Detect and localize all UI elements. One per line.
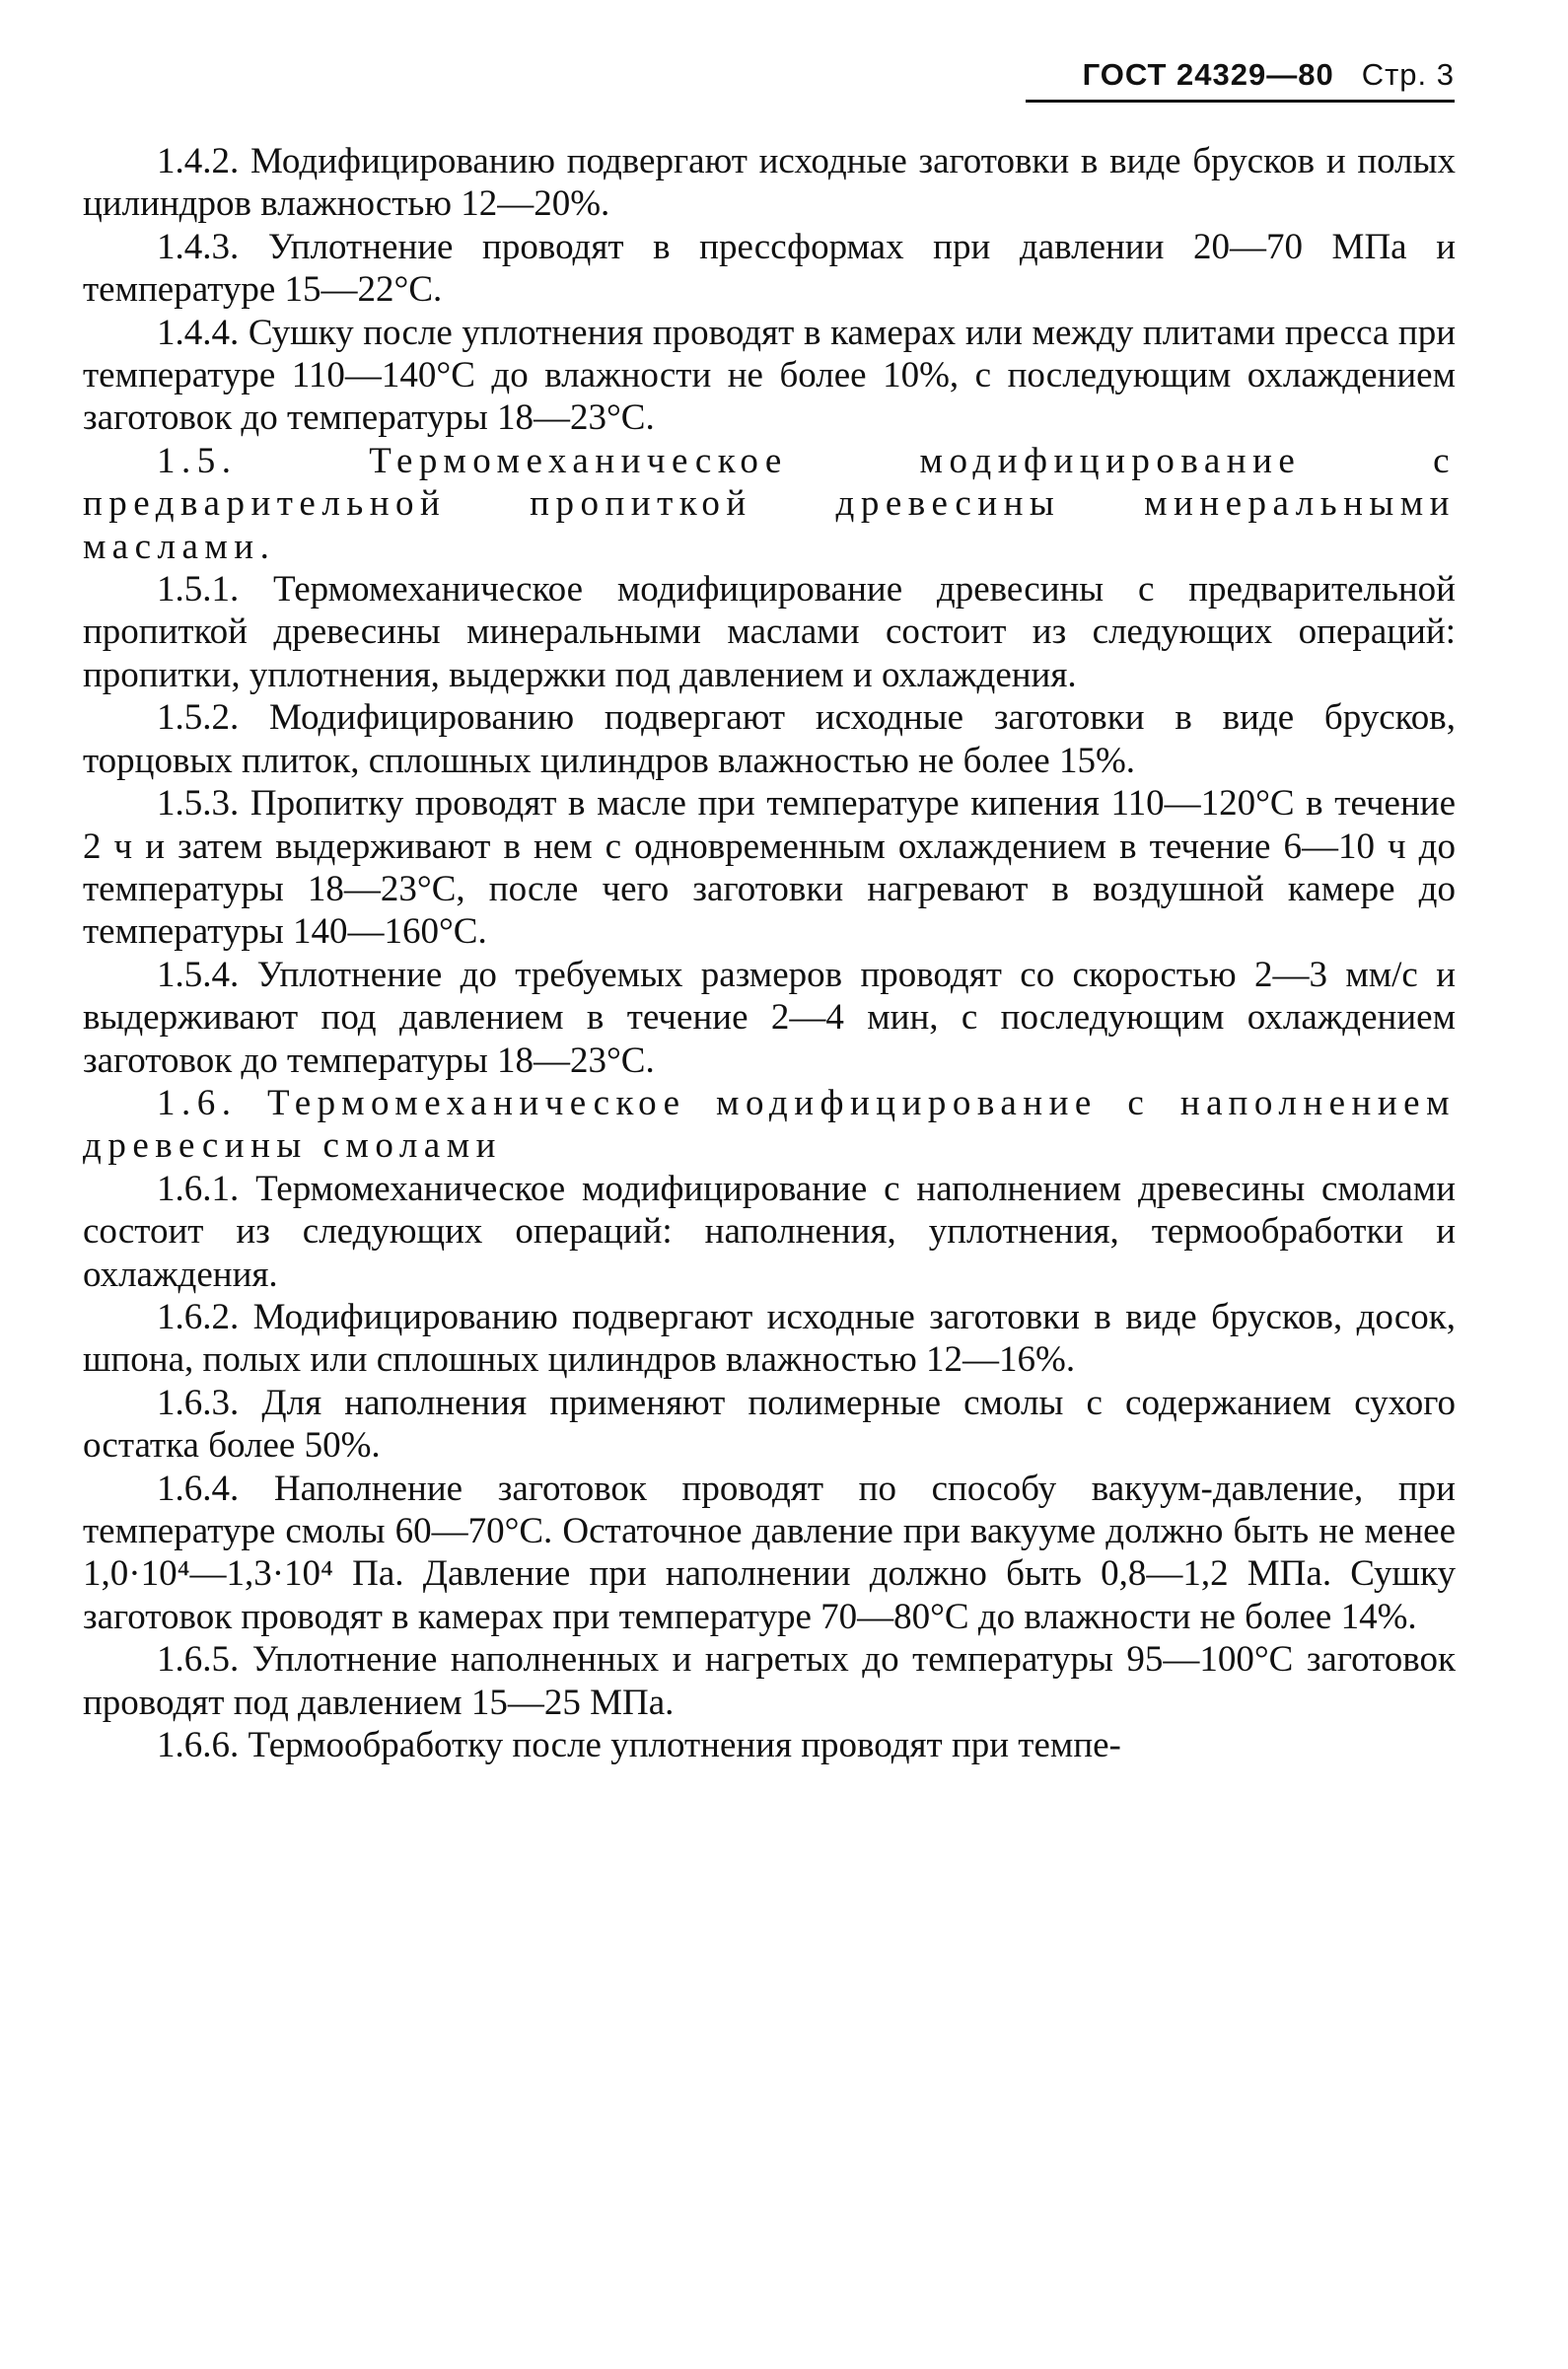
paragraph-1-4-2: 1.4.2. Модифицированию подвергают исходные заготовки в виде брусков и полых цилиндров влажностью 12—20%. <box>83 141 1456 225</box>
paragraph-1-5-1: 1.5.1. Термомеханическое модифицирование древесины с предварительной пропиткой древесины минеральными маслами состоит из следующих операций: пропитки, уплотнения, выдержки под давлением и охлаждения. <box>83 569 1456 695</box>
paragraph-1-6-5: 1.6.5. Уплотнение наполненных и нагретых до температуры 95—100°С заготовок проводят под давлением 15—25 МПа. <box>83 1639 1456 1723</box>
paragraph-1-4-3: 1.4.3. Уплотнение проводят в прессформах при давлении 20—70 МПа и температуре 15—22°С. <box>83 226 1456 311</box>
page-number: Стр. 3 <box>1361 57 1455 92</box>
paragraph-1-5-4: 1.5.4. Уплотнение до требуемых размеров проводят со скоростью 2—3 мм/с и выдерживают под давлением в течение 2—4 мин, с последующим охлаждением заготовок до температуры 18—23°С. <box>83 954 1456 1081</box>
paragraph-1-6-3: 1.6.3. Для наполнения применяют полимерные смолы с содержанием сухого остатка более 50%. <box>83 1382 1456 1467</box>
paragraph-1-6-4: 1.6.4. Наполнение заготовок проводят по способу вакуум-давление, при температуре смолы 60—70°С. Остаточное давление при вакууме должно быть не менее 1,0·10⁴—1,3·10⁴ Па. Давление при наполнении должно быть 0,8—1,2 МПа. Сушку заготовок проводят в камерах при температуре 70—80°С до влажности не более 14%. <box>83 1468 1456 1637</box>
standard-number: ГОСТ 24329—80 <box>1082 57 1334 92</box>
paragraph-1-6-1: 1.6.1. Термомеханическое модифицирование с наполнением древесины смолами состоит из следующих операций: наполнения, уплотнения, термообработки и охлаждения. <box>83 1168 1456 1295</box>
paragraph-1-4-4: 1.4.4. Сушку после уплотнения проводят в камерах или между плитами пресса при температуре 110—140°С до влажности не более 10%, с последующим охлаждением заготовок до температуры 18—23°С. <box>83 312 1456 439</box>
section-heading-1-5: 1.5. Термомеханическое модифицирование с предварительной пропиткой древесины минеральными маслами. <box>83 440 1456 567</box>
paragraph-1-5-3: 1.5.3. Пропитку проводят в масле при температуре кипения 110—120°С в течение 2 ч и затем выдерживают в нем с одновременным охлаждением в течение 6—10 ч до температуры 18—23°С, после чего заготовки нагревают в воздушной камере до температуры 140—160°С. <box>83 783 1456 953</box>
paragraph-1-6-2: 1.6.2. Модифицированию подвергают исходные заготовки в виде брусков, досок, шпона, полых или сплошных цилиндров влажностью 12—16%. <box>83 1296 1456 1381</box>
paragraph-1-6-6: 1.6.6. Термообработку после уплотнения проводят при темпе- <box>157 1725 1121 1766</box>
section-heading-1-6: 1.6. Термомеханическое модифицирование с наполнением древесины смолами <box>83 1082 1456 1167</box>
paragraph-1-5-2: 1.5.2. Модифицированию подвергают исходные заготовки в виде брусков, торцовых плиток, сплошных цилиндров влажностью не более 15%. <box>83 697 1456 781</box>
document-body <box>83 140 1456 1766</box>
page-header <box>1026 57 1455 103</box>
